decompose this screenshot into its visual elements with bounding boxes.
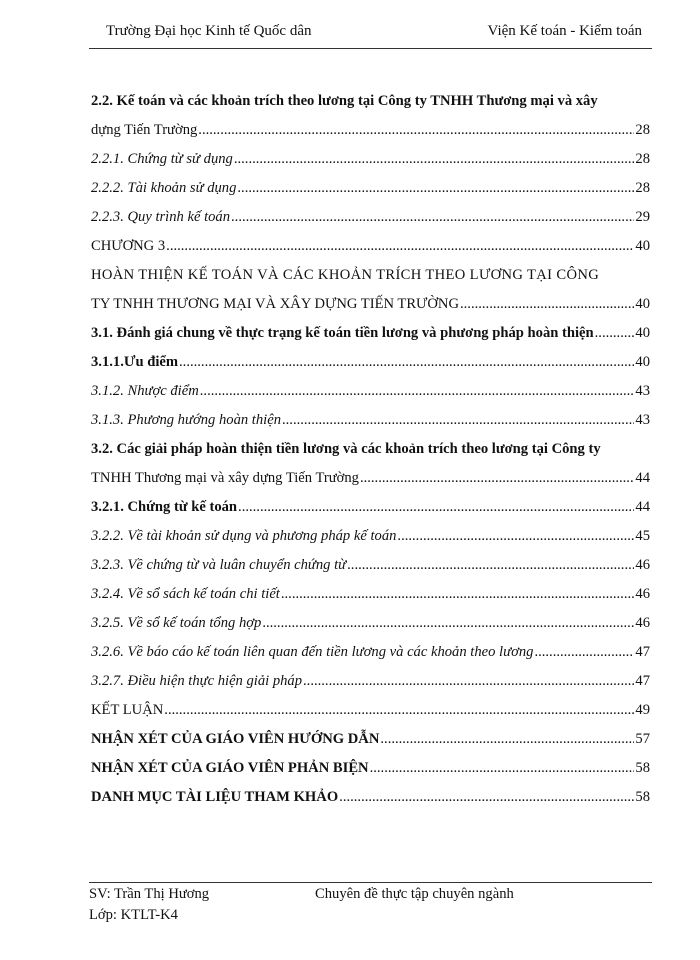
dot-leader [339,789,634,806]
toc-page-number: 28 [635,151,650,167]
toc-entry-references[interactable] [91,789,650,818]
toc-entry-title: 3.2.2. Về tài khoản sử dụng và phương pháp kế toán [91,528,397,544]
footer-topic: Chuyên đề thực tập chuyên ngành [315,886,514,902]
toc-entry-reviewer-review[interactable] [91,760,650,789]
dot-leader [231,209,634,226]
toc-entry-title: 3.1.1.Ưu điểm [91,354,179,370]
toc-entry-title: HOÀN THIỆN KẾ TOÁN VÀ CÁC KHOẢN TRÍCH THEO LƯƠNG TẠI CÔNG [91,267,600,283]
toc-entry-title: 2.2.3. Quy trình kế toán [91,209,231,225]
toc-entry-title: 3.2.1. Chứng từ kế toán [91,499,238,515]
toc-entry-title: 3.2. Các giải pháp hoàn thiện tiền lương và các khoản trích theo lương tại Công ty [91,441,601,457]
toc-entry-3-1[interactable] [91,325,650,354]
toc-entry-2-2[interactable] [91,93,650,122]
footer-class: Lớp: KTLT-K4 [89,907,178,923]
toc-entry-3-2-1[interactable] [91,499,650,528]
toc-page-number: 49 [635,702,650,718]
toc-entry-title: 3.1.2. Nhược điểm [91,383,199,399]
dot-leader [234,151,635,168]
toc-page-number: 47 [635,644,650,660]
page-header [89,20,652,49]
dot-leader [360,470,634,487]
toc-entry-2-2-1[interactable] [91,151,650,180]
toc-entry-title: 3.1.3. Phương hướng hoàn thiện [91,412,281,428]
dot-leader [347,557,634,574]
toc-page-number: 44 [635,499,650,515]
dot-leader [380,731,634,748]
toc-entry-3-1-1[interactable] [91,354,650,383]
dot-leader [303,673,634,690]
dot-leader [262,615,634,632]
toc-entry-supervisor-review[interactable] [91,731,650,760]
toc-entry-chapter-3[interactable] [91,238,650,267]
dot-leader [198,122,634,139]
dot-leader [200,383,635,400]
toc-entry-3-2-2[interactable] [91,528,650,557]
table-of-contents [91,93,650,818]
dot-leader [370,760,635,777]
toc-entry-3-2-4[interactable] [91,586,650,615]
toc-entry-title: CHƯƠNG 3 [91,238,166,254]
toc-page-number: 46 [635,615,650,631]
toc-entry-3-2[interactable] [91,441,650,470]
toc-entry-title: DANH MỤC TÀI LIỆU THAM KHẢO [91,789,339,805]
toc-entry-3-2-6[interactable] [91,644,650,673]
toc-entry-2-2-2[interactable] [91,180,650,209]
toc-page-number: 44 [635,470,650,486]
dot-leader [164,702,634,719]
toc-entry-title: TY TNHH THƯƠNG MẠI VÀ XÂY DỰNG TIẾN TRƯỜNG [91,296,459,312]
toc-page-number: 45 [635,528,650,544]
toc-entry-3-1-2[interactable] [91,383,650,412]
toc-entry-3-2-3[interactable] [91,557,650,586]
page-footer [89,882,652,923]
toc-page-number: 40 [635,296,650,312]
toc-entry-chapter-3-title[interactable] [91,267,650,296]
dot-leader [595,325,635,342]
toc-page-number: 57 [635,731,650,747]
header-institute: Viện Kế toán - Kiểm toán [487,23,642,39]
toc-entry-title: 2.2.2. Tài khoản sử dụng [91,180,237,196]
toc-entry-title: NHẬN XÉT CỦA GIÁO VIÊN PHẢN BIỆN [91,760,369,776]
toc-entry-title: dựng Tiến Trường [91,122,198,138]
dot-leader [238,499,634,516]
toc-page-number: 58 [635,760,650,776]
toc-entry-chapter-3-title-cont[interactable] [91,296,650,325]
toc-entry-title: 2.2.1. Chứng từ sử dụng [91,151,233,167]
toc-page-number: 43 [635,412,650,428]
dot-leader [179,354,634,371]
toc-entry-2-2-cont[interactable] [91,122,650,151]
toc-page-number: 58 [635,789,650,805]
dot-leader [281,586,635,603]
toc-page-number: 46 [635,557,650,573]
toc-entry-title: KẾT LUẬN [91,702,164,718]
toc-page-number: 28 [635,122,650,138]
toc-entry-2-2-3[interactable] [91,209,650,238]
toc-entry-3-2-cont[interactable] [91,470,650,499]
dot-leader [397,528,634,545]
footer-student: SV: Trần Thị Hương [89,886,210,902]
toc-page-number: 40 [635,238,650,254]
dot-leader [534,644,634,661]
toc-page-number: 40 [635,325,650,341]
toc-page-number: 29 [635,209,650,225]
toc-page-number: 43 [635,383,650,399]
toc-entry-title: 3.2.4. Về sổ sách kế toán chi tiết [91,586,280,602]
toc-entry-title: TNHH Thương mại và xây dựng Tiến Trường [91,470,359,486]
toc-entry-title: 3.2.6. Về báo cáo kế toán liên quan đến tiền lương và các khoản theo lương [91,644,534,660]
toc-entry-conclusion[interactable] [91,702,650,731]
toc-page-number: 40 [635,354,650,370]
toc-entry-3-2-5[interactable] [91,615,650,644]
toc-entry-3-2-7[interactable] [91,673,650,702]
toc-page-number: 46 [635,586,650,602]
toc-page-number: 28 [635,180,650,196]
dot-leader [166,238,634,255]
toc-entry-title: 3.1. Đánh giá chung về thực trạng kế toán tiền lương và phương pháp hoàn thiện [91,325,594,341]
toc-page-number: 47 [635,673,650,689]
toc-entry-title: NHẬN XÉT CỦA GIÁO VIÊN HƯỚNG DẪN [91,731,380,747]
toc-entry-title: 3.2.7. Điều hiện thực hiện giải pháp [91,673,303,689]
toc-entry-title: 3.2.5. Về sổ kế toán tổng hợp [91,615,262,631]
dot-leader [282,412,634,429]
toc-entry-title: 2.2. Kế toán và các khoản trích theo lương tại Công ty TNHH Thương mại và xây [91,93,598,109]
dot-leader [460,296,634,313]
toc-entry-3-1-3[interactable] [91,412,650,441]
toc-entry-title: 3.2.3. Về chứng từ và luân chuyển chứng từ [91,557,347,573]
dot-leader [237,180,634,197]
header-university: Trường Đại học Kinh tế Quốc dân [106,23,312,39]
